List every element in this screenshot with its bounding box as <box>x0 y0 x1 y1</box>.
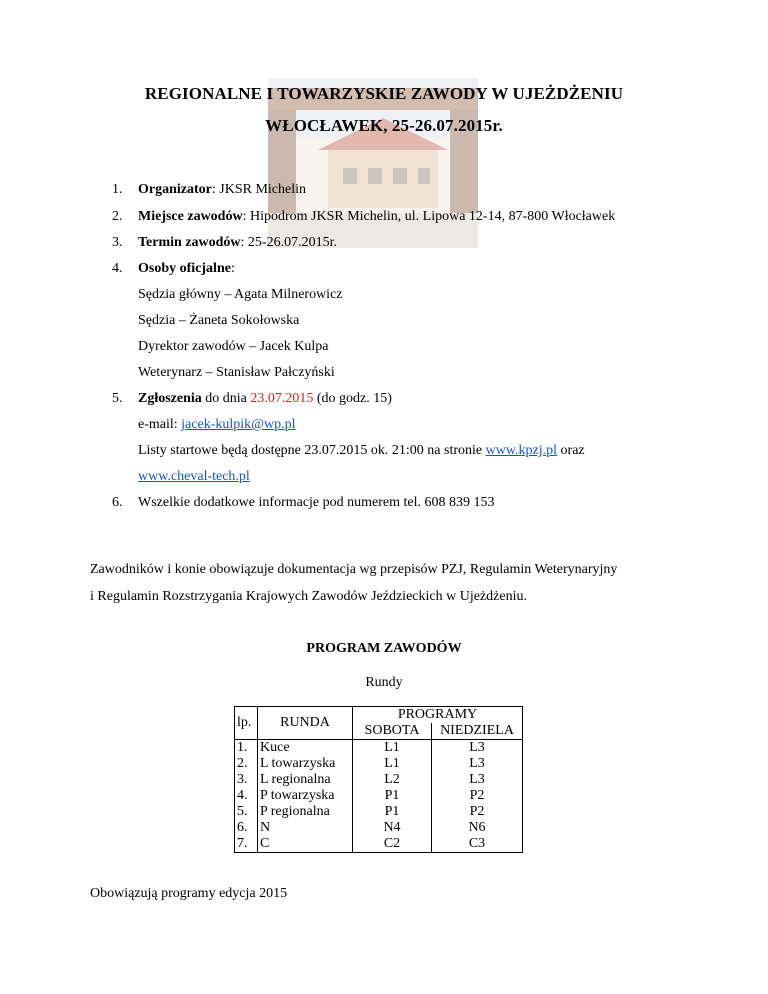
email-line <box>138 417 296 433</box>
program-heading: PROGRAM ZAWODÓW <box>306 641 462 656</box>
header-runda: RUNDA <box>258 707 353 740</box>
kpzj-link[interactable]: www.kpzj.pl <box>485 443 558 458</box>
table-row <box>235 740 523 757</box>
row-lp: 3. <box>235 772 258 788</box>
header-programy: PROGRAMY <box>353 707 523 724</box>
table-row <box>235 820 523 836</box>
registration-pre: do dnia <box>201 391 251 406</box>
list-label: Zgłoszenia <box>138 391 202 406</box>
table-row <box>235 804 523 820</box>
rounds-table <box>234 706 523 853</box>
list-value: : JKSR Michelin <box>211 182 306 197</box>
registration-post: (do godz. 15) <box>313 391 392 406</box>
list-label: Miejsce zawodów <box>138 209 243 224</box>
list-number: 1. <box>112 182 123 197</box>
row-sobota: P1 <box>353 788 432 804</box>
list-value: : 25-26.07.2015r. <box>240 235 337 250</box>
documentation-paragraph-line-2: i Regulamin Rozstrzygania Krajowych Zawodów Jeździeckich w Ujeżdżeniu. <box>90 589 527 604</box>
row-sobota: P1 <box>353 804 432 820</box>
list-number: 5. <box>112 391 123 406</box>
row-runda: L towarzyska <box>258 756 353 772</box>
title-line-2: WŁOCŁAWEK, 25-26.07.2015r. <box>265 116 503 135</box>
rounds-label: Rundy <box>365 675 403 690</box>
row-sobota: L1 <box>353 756 432 772</box>
table-row <box>235 756 523 772</box>
list-value: : Hipodrom JKSR Michelin, ul. Lipowa 12-14, 87-800 Włocławek <box>242 209 616 224</box>
row-niedziela: C3 <box>432 836 523 853</box>
list-number: 6. <box>112 495 123 510</box>
list-number: 4. <box>112 261 123 276</box>
official-judge: Sędzia – Żaneta Sokołowska <box>138 313 300 328</box>
row-sobota: C2 <box>353 836 432 853</box>
row-lp: 7. <box>235 836 258 853</box>
row-niedziela: P2 <box>432 788 523 804</box>
row-niedziela: L3 <box>432 756 523 772</box>
table-row <box>235 772 523 788</box>
official-director: Dyrektor zawodów – Jacek Kulpa <box>138 339 329 354</box>
start-lists-text: Listy startowe będą dostępne 23.07.2015 ok. 21:00 na stronie <box>138 443 486 458</box>
cheval-tech-link[interactable]: www.cheval-tech.pl <box>138 469 250 484</box>
email-link[interactable]: jacek-kulpik@wp.pl <box>181 417 296 432</box>
table-row <box>235 788 523 804</box>
row-niedziela: N6 <box>432 820 523 836</box>
official-vet: Weterynarz – Stanisław Pałczyński <box>138 365 335 380</box>
row-runda: Kuce <box>258 740 353 757</box>
row-runda: C <box>258 836 353 853</box>
list-label: Organizator <box>138 182 212 197</box>
row-runda: P towarzyska <box>258 788 353 804</box>
cheval-link-line <box>138 469 250 485</box>
info-text: Wszelkie dodatkowe informacje pod numerem tel. 608 839 153 <box>138 495 495 510</box>
row-sobota: L1 <box>353 740 432 757</box>
row-sobota: L2 <box>353 772 432 788</box>
row-sobota: N4 <box>353 820 432 836</box>
start-lists-line <box>138 443 585 459</box>
programs-edition-note: Obowiązują programy edycja 2015 <box>90 886 288 901</box>
list-number: 3. <box>112 235 123 250</box>
row-lp: 4. <box>235 788 258 804</box>
table-header-row <box>235 707 523 724</box>
deadline-date: 23.07.2015 <box>250 391 314 406</box>
oraz-text: oraz <box>557 443 585 458</box>
row-niedziela: P2 <box>432 804 523 820</box>
header-niedziela: NIEDZIELA <box>432 723 523 740</box>
table-row <box>235 836 523 853</box>
documentation-paragraph-line-1: Zawodników i konie obowiązuje dokumentacja wg przepisów PZJ, Regulamin Weterynaryjny <box>90 562 618 577</box>
row-runda: P regionalna <box>258 804 353 820</box>
row-lp: 2. <box>235 756 258 772</box>
row-niedziela: L3 <box>432 772 523 788</box>
row-lp: 1. <box>235 740 258 757</box>
header-lp: lp. <box>235 707 258 740</box>
row-lp: 6. <box>235 820 258 836</box>
email-prefix: e-mail: <box>138 417 182 432</box>
official-chief-judge: Sędzia główny – Agata Milnerowicz <box>138 287 343 302</box>
row-lp: 5. <box>235 804 258 820</box>
title-line-1: REGIONALNE I TOWARZYSKIE ZAWODY W UJEŻDŻENIU <box>144 84 624 103</box>
row-runda: L regionalna <box>258 772 353 788</box>
list-label: Termin zawodów <box>138 235 241 250</box>
row-niedziela: L3 <box>432 740 523 757</box>
header-sobota: SOBOTA <box>353 723 432 740</box>
list-label: Osoby oficjalne <box>138 261 231 276</box>
row-runda: N <box>258 820 353 836</box>
list-number: 2. <box>112 209 123 224</box>
list-value: : <box>230 261 235 276</box>
